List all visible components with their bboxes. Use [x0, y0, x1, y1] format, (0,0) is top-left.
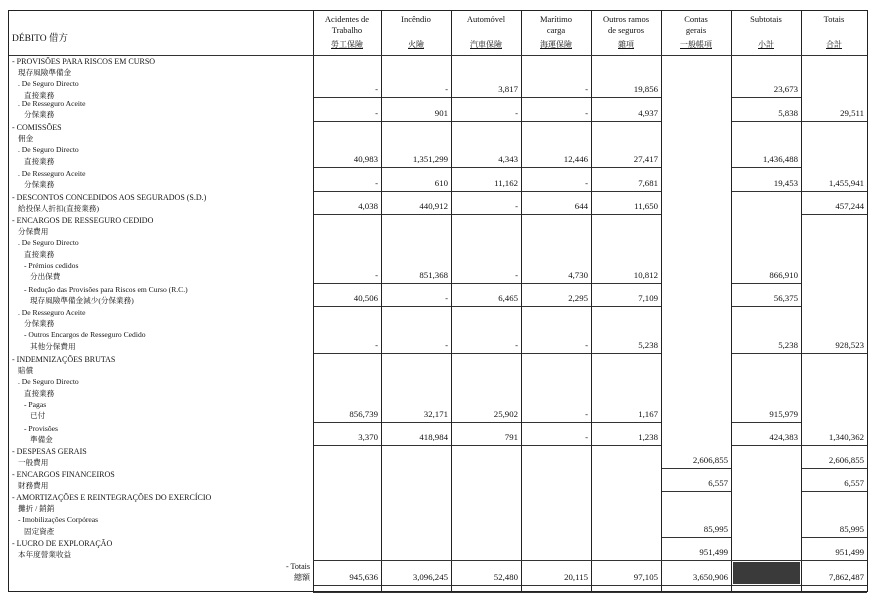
- cell-underline: [522, 445, 591, 446]
- value-cell: 5,238: [638, 340, 658, 350]
- row-label: 賠償: [18, 366, 34, 376]
- cell-underline: [522, 422, 591, 423]
- cell-underline: [732, 422, 801, 423]
- value-cell: 10,812: [633, 270, 658, 280]
- cell-underline: [314, 283, 381, 284]
- column-header-zh: 勞工保險: [331, 40, 363, 49]
- value-cell: 3,096,245: [412, 572, 448, 582]
- cell-underline: [802, 585, 867, 586]
- value-cell: 40,506: [353, 293, 378, 303]
- cell-underline: [522, 585, 591, 586]
- row-label: 準備金: [30, 435, 53, 445]
- cell-underline: [382, 353, 451, 354]
- cell-underline: [522, 121, 591, 122]
- cell-underline: [382, 167, 451, 168]
- column-header-label: Acidentes de: [324, 14, 370, 24]
- cell-underline: [802, 191, 867, 192]
- cell-underline: [314, 353, 381, 354]
- row-label: 攤折 / 銷銷: [18, 504, 55, 514]
- column-header-zh: 小計: [758, 40, 774, 49]
- value-cell: -: [375, 270, 378, 280]
- value-cell: 40,983: [353, 154, 378, 164]
- value-cell: 457,244: [835, 201, 864, 211]
- cell-underline: [802, 537, 867, 538]
- cell-underline: [452, 422, 521, 423]
- row-label: - Imobilizações Corpóreas: [18, 515, 99, 525]
- value-cell: 85,995: [703, 524, 728, 534]
- row-label: 現存風險準備金減少(分保業務): [30, 296, 134, 306]
- row-label: . De Resseguro Aceite: [18, 99, 86, 108]
- value-cell: -: [375, 178, 378, 188]
- value-cell: 56,375: [773, 293, 798, 303]
- value-cell: 23,673: [773, 84, 798, 94]
- value-cell: -: [515, 201, 518, 211]
- cell-underline: [452, 585, 521, 586]
- cell-underline: [382, 121, 451, 122]
- cell-underline: [314, 306, 381, 307]
- row-label: 分出保費: [30, 272, 61, 281]
- value-cell: 4,730: [568, 270, 588, 280]
- table-title: DÉBITO 借方: [12, 34, 69, 44]
- row-label: 佣金: [18, 134, 34, 144]
- column-header: [661, 14, 731, 50]
- column-header-zh: 汽車保險: [470, 40, 502, 49]
- value-cell: -: [445, 340, 448, 350]
- value-cell: 1,455,941: [828, 178, 864, 188]
- cell-underline: [592, 97, 661, 98]
- column-header-zh: 火險: [408, 40, 424, 49]
- value-cell: -: [585, 432, 588, 442]
- row-label: 其他分保費用: [30, 341, 76, 351]
- value-cell: 5,838: [778, 108, 798, 118]
- cell-underline: [452, 97, 521, 98]
- row-label: 已付: [30, 411, 46, 420]
- subtotal-shaded-cell: [733, 562, 800, 584]
- row-label: 直接業務: [24, 156, 55, 166]
- value-cell: 1,167: [638, 409, 658, 419]
- value-cell: 1,436,488: [762, 154, 798, 164]
- value-cell: 1,340,362: [828, 432, 864, 442]
- cell-underline: [592, 422, 661, 423]
- row-label: 給投保人折扣(直接業務): [18, 204, 99, 214]
- cell-underline: [452, 167, 521, 168]
- cell-underline: [592, 191, 661, 192]
- cell-underline: [314, 214, 381, 215]
- cell-underline: [522, 97, 591, 98]
- cell-underline: [802, 445, 867, 446]
- row-label: 本年度營業收益: [18, 550, 72, 560]
- cell-underline: [732, 283, 801, 284]
- value-cell: -: [445, 84, 448, 94]
- value-cell: 25,902: [493, 409, 518, 419]
- value-cell: 866,910: [769, 270, 798, 280]
- value-cell: 951,499: [835, 547, 864, 557]
- value-cell: 6,557: [708, 478, 728, 488]
- column-header-label: Subtotais: [750, 14, 782, 24]
- value-cell: 791: [504, 432, 518, 442]
- cell-underline: [314, 167, 381, 168]
- row-label: 財務費用: [18, 481, 49, 491]
- cell-underline: [732, 353, 801, 354]
- value-cell: 29,511: [840, 108, 864, 118]
- row-label: . De Seguro Directo: [18, 238, 79, 248]
- row-label: 分保費用: [18, 227, 49, 237]
- section-heading: - COMISSÕES: [12, 123, 62, 132]
- cell-underline: [662, 537, 731, 538]
- cell-underline: [662, 585, 731, 586]
- cell-underline: [802, 468, 867, 469]
- cell-underline: [452, 353, 521, 354]
- row-label: 現存風險準備金: [18, 68, 72, 78]
- column-divider: [661, 11, 662, 591]
- cell-underline: [382, 585, 451, 586]
- value-cell: -: [585, 178, 588, 188]
- cell-underline: [592, 585, 661, 586]
- cell-underline: [662, 491, 731, 492]
- section-heading: - LUCRO DE EXPLORAÇÃO: [12, 539, 113, 548]
- value-cell: 856,739: [349, 409, 378, 419]
- column-header: [451, 14, 521, 50]
- row-label: 直接業務: [24, 249, 55, 259]
- cell-underline: [522, 167, 591, 168]
- value-cell: 52,480: [493, 572, 518, 582]
- value-cell: 915,979: [769, 409, 798, 419]
- cell-underline: [522, 306, 591, 307]
- cell-underline: [452, 283, 521, 284]
- value-cell: -: [515, 108, 518, 118]
- cell-underline: [382, 214, 451, 215]
- bottom-divider: [313, 592, 867, 593]
- cell-underline: [382, 306, 451, 307]
- column-header: [801, 14, 867, 50]
- column-header-label: Automóvel: [466, 14, 506, 24]
- column-header: [591, 14, 661, 50]
- cell-underline: [592, 121, 661, 122]
- value-cell: 7,109: [638, 293, 658, 303]
- row-label: . De Seguro Directo: [18, 377, 79, 387]
- value-cell: 3,817: [498, 84, 518, 94]
- value-cell: 6,557: [844, 478, 864, 488]
- value-cell: 2,606,855: [828, 455, 864, 465]
- cell-underline: [314, 422, 381, 423]
- cell-underline: [802, 491, 867, 492]
- value-cell: -: [585, 108, 588, 118]
- column-header-zh: 一般帳項: [680, 40, 712, 49]
- cell-underline: [732, 121, 801, 122]
- cell-underline: [802, 214, 867, 215]
- section-heading: - ENCARGOS DE RESSEGURO CEDIDO: [12, 216, 154, 225]
- cell-underline: [802, 121, 867, 122]
- cell-underline: [662, 468, 731, 469]
- value-cell: 901: [434, 108, 448, 118]
- value-cell: 951,499: [699, 547, 728, 557]
- row-label: 分保業務: [24, 180, 55, 190]
- totals-label: 總額: [294, 573, 310, 582]
- value-cell: 19,453: [773, 178, 798, 188]
- cell-underline: [314, 191, 381, 192]
- cell-underline: [522, 214, 591, 215]
- cell-underline: [732, 167, 801, 168]
- cell-underline: [314, 97, 381, 98]
- row-label: 固定資產: [24, 526, 55, 536]
- cell-underline: [592, 283, 661, 284]
- row-label: . De Seguro Directo: [18, 79, 79, 89]
- column-header-label: Marítimo: [539, 14, 573, 24]
- value-cell: 7,681: [638, 178, 658, 188]
- row-label: . De Resseguro Aceite: [18, 169, 86, 178]
- cell-underline: [314, 121, 381, 122]
- value-cell: 11,650: [634, 201, 658, 211]
- row-label: - Prémios cedidos: [24, 260, 79, 270]
- row-label: 直接業務: [24, 90, 55, 100]
- value-cell: -: [585, 340, 588, 350]
- column-header-label: Incêndio: [401, 14, 431, 24]
- row-label: . De Seguro Directo: [18, 145, 79, 155]
- cell-underline: [452, 306, 521, 307]
- value-cell: -: [375, 108, 378, 118]
- row-label: - Outros Encargos de Resseguro Cedido: [24, 330, 146, 340]
- column-header-zh: 雜項: [618, 40, 634, 49]
- value-cell: 1,238: [638, 432, 658, 442]
- cell-underline: [732, 191, 801, 192]
- value-cell: 644: [574, 201, 588, 211]
- value-cell: 7,862,487: [828, 572, 864, 582]
- value-cell: 418,984: [419, 432, 448, 442]
- column-header-label: Trabalho: [331, 25, 363, 35]
- cell-underline: [452, 445, 521, 446]
- cell-underline: [732, 445, 801, 446]
- section-heading: - ENCARGOS FINANCEIROS: [12, 470, 115, 479]
- column-header-label: Totais: [823, 14, 845, 24]
- column-header-zh: 合計: [826, 40, 842, 49]
- value-cell: 610: [434, 178, 448, 188]
- column-header-label: Contas: [684, 14, 708, 24]
- value-cell: -: [585, 409, 588, 419]
- section-heading: - INDEMNIZAÇÕES BRUTAS: [12, 355, 116, 364]
- value-cell: 2,606,855: [692, 455, 728, 465]
- column-header: [381, 14, 451, 50]
- column-header: [521, 14, 591, 50]
- totals-label: - Totais: [286, 562, 310, 571]
- cell-underline: [382, 97, 451, 98]
- value-cell: 3,650,906: [692, 572, 728, 582]
- section-heading: - DESPESAS GERAIS: [12, 447, 87, 456]
- value-cell: 4,038: [358, 201, 378, 211]
- value-cell: -: [375, 340, 378, 350]
- row-label: 一般費用: [18, 458, 49, 468]
- value-cell: 2,295: [568, 293, 588, 303]
- cell-underline: [592, 445, 661, 446]
- value-cell: 11,162: [494, 178, 518, 188]
- value-cell: -: [585, 84, 588, 94]
- cell-underline: [382, 445, 451, 446]
- cell-underline: [382, 283, 451, 284]
- cell-underline: [592, 214, 661, 215]
- value-cell: 32,171: [423, 409, 448, 419]
- cell-underline: [592, 167, 661, 168]
- cell-underline: [732, 97, 801, 98]
- value-cell: 12,446: [563, 154, 588, 164]
- value-cell: 424,383: [769, 432, 798, 442]
- value-cell: 85,995: [839, 524, 864, 534]
- value-cell: 4,343: [498, 154, 518, 164]
- column-header-label: carga: [546, 25, 566, 35]
- cell-underline: [732, 585, 801, 586]
- value-cell: 945,636: [349, 572, 378, 582]
- value-cell: 6,465: [498, 293, 518, 303]
- value-cell: -: [515, 340, 518, 350]
- column-header-label: gerais: [685, 25, 707, 35]
- cell-underline: [732, 306, 801, 307]
- value-cell: 851,368: [419, 270, 448, 280]
- cell-underline: [382, 422, 451, 423]
- cell-underline: [592, 353, 661, 354]
- cell-underline: [522, 191, 591, 192]
- row-label: 分保業務: [24, 110, 55, 120]
- column-header: [731, 14, 801, 50]
- value-cell: 3,370: [358, 432, 378, 442]
- column-header-label: Outros ramos: [602, 14, 650, 24]
- column-divider: [801, 11, 802, 591]
- cell-underline: [452, 121, 521, 122]
- totals-divider: [313, 560, 867, 561]
- row-label: - Pagas: [24, 399, 47, 409]
- value-cell: -: [515, 270, 518, 280]
- cell-underline: [522, 353, 591, 354]
- value-cell: 27,417: [633, 154, 658, 164]
- value-cell: 1,351,299: [412, 154, 448, 164]
- cell-underline: [452, 214, 521, 215]
- value-cell: 20,115: [564, 572, 588, 582]
- value-cell: 5,238: [778, 340, 798, 350]
- value-cell: 440,912: [419, 201, 448, 211]
- cell-underline: [314, 445, 381, 446]
- column-header-label: de seguros: [607, 25, 645, 35]
- cell-underline: [452, 191, 521, 192]
- section-heading: - AMORTIZAÇÕES E REINTEGRAÇÕES DO EXERCÍCIO: [12, 493, 212, 502]
- cell-underline: [314, 585, 381, 586]
- column-header-zh: 海運保險: [540, 40, 572, 49]
- value-cell: 928,523: [835, 340, 864, 350]
- section-heading: - DESCONTOS CONCEDIDOS AOS SEGURADOS (S.D.): [12, 193, 207, 202]
- row-label: 分保業務: [24, 319, 55, 329]
- cell-underline: [382, 191, 451, 192]
- row-label: - Redução das Provisões para Riscos em Curso (R.C.): [24, 285, 188, 294]
- cell-underline: [592, 306, 661, 307]
- row-label: 直接業務: [24, 388, 55, 398]
- section-heading: - PROVISÕES PARA RISCOS EM CURSO: [12, 57, 156, 66]
- column-header: [313, 14, 381, 50]
- cell-underline: [802, 353, 867, 354]
- value-cell: 97,105: [633, 572, 658, 582]
- value-cell: 19,856: [633, 84, 658, 94]
- debit-table: [8, 10, 868, 592]
- value-cell: -: [375, 84, 378, 94]
- cell-underline: [522, 283, 591, 284]
- row-label: - Provisões: [24, 424, 58, 433]
- value-cell: -: [445, 293, 448, 303]
- row-label: . De Resseguro Aceite: [18, 308, 86, 317]
- value-cell: 4,937: [638, 108, 658, 118]
